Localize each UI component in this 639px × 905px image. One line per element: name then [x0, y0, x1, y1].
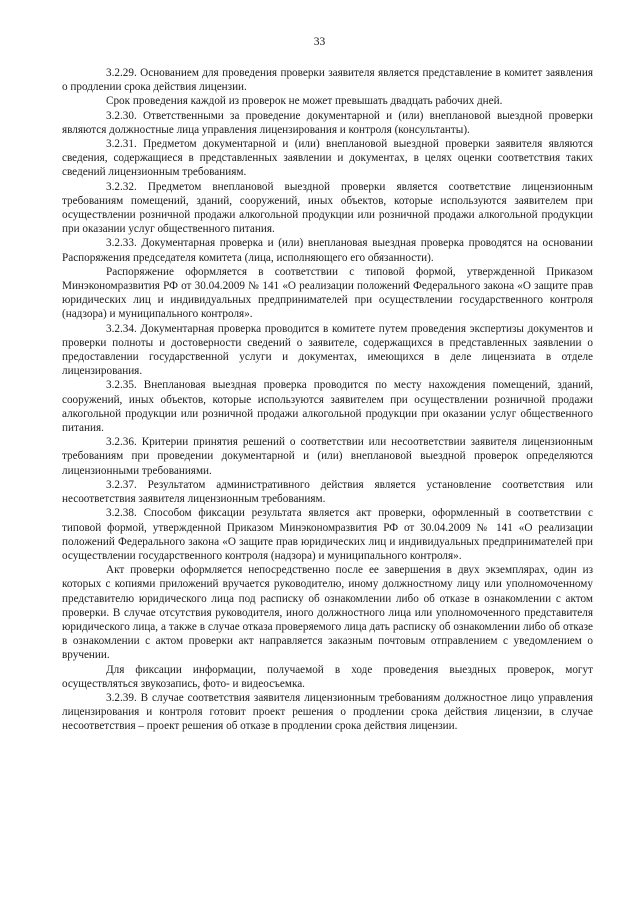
paragraph: Распоряжение оформляется в соответствии с типовой формой, утвержденной Приказом Минэкономразвития РФ от 30.04.2009 № 141 «О реализации положений Федерального закона «О защите прав юридических лиц и индивидуальных предпринимателей при осуществлении государственного контроля (надзора) и муниципального контроля».	[62, 265, 593, 321]
paragraph: 3.2.38. Способом фиксации результата является акт проверки, оформленный в соответствии с типовой формой, утвержденной Приказом Минэкономразвития РФ от 30.04.2009 № 141 «О реализации положений Федерального закона «О защите прав юридических лиц и индивидуальных предпринимателей при осуществлении государственного контроля (надзора) и муниципального контроля».	[62, 507, 593, 562]
paragraph: Для фиксации информации, получаемой в ходе проведения выездных проверок, могут осуществляться звукозапись, фото- и видеосъемка.	[62, 663, 593, 690]
paragraph: 3.2.34. Документарная проверка проводится в комитете путем проведения экспертизы документов и проверки полноты и достоверности сведений о заявителе, содержащихся в представленных заявлении о предоставлении государственной услуги и документах, имеющихся в деле лицензиата в отделе лицензирования.	[62, 322, 593, 378]
paragraph: 3.2.30. Ответственными за проведение документарной и (или) внеплановой выездной проверки являются должностные лица управления лицензирования и контроля (консультанты).	[62, 109, 593, 136]
paragraph: 3.2.36. Критерии принятия решений о соответствии или несоответствии заявителя лицензионным требованиям при проведении документарной и (или) внеплановой выездной проверок определяются лицензионными требованиями.	[62, 436, 593, 477]
paragraph: 3.2.32. Предметом внеплановой выездной проверки является соответствие лицензионным требованиям помещений, зданий, сооружений, иных объектов, которые используются заявителем при осуществлении розничной продажи алкогольной продукции или розничной продажи алкогольной продукции при оказании услуг общественного питания.	[62, 180, 593, 236]
paragraph: Акт проверки оформляется непосредственно после ее завершения в двух экземплярах, один из которых с копиями приложений вручается руководителю, иному должностному лицу или уполномоченному представителю юридического лица под расписку об ознакомлении либо об отказе в ознакомлении с актом проверки. В случае отсутствия руководителя, иного должностного лица или уполномоченного представителя юридического лица, а также в случае отказа проверяемого лица дать расписку об ознакомлении либо об отказе в ознакомлении с актом проверки акт направляется заказным почтовым отправлением с уведомлением о вручении.	[62, 564, 593, 662]
paragraph: 3.2.31. Предметом документарной и (или) внеплановой выездной проверки заявителя являются сведения, содержащиеся в представленных заявлении и документах, в целях оценки соответствия таких сведений лицензионным требованиям.	[62, 138, 593, 179]
paragraph: 3.2.33. Документарная проверка и (или) внеплановая выездная проверка проводятся на основании Распоряжения председателя комитета (лица, исполняющего его обязанности).	[62, 237, 593, 264]
document-body	[62, 66, 593, 734]
paragraph: 3.2.37. Результатом административного действия является установление соответствия или несоответствия заявителя лицензионным требованиям.	[62, 478, 593, 506]
paragraph: 3.2.39. В случае соответствия заявителя лицензионным требованиям должностное лицо управления лицензирования и контроля готовит проект решения о продлении срока действия лицензии, в случае несоответствия – проект решения об отказе в продлении срока действия лицензии.	[62, 691, 593, 733]
paragraph: 3.2.29. Основанием для проведения проверки заявителя является представление в комитет заявления о продлении срока действия лицензии.	[62, 67, 593, 94]
paragraph: Срок проведения каждой из проверок не может превышать двадцать рабочих дней.	[106, 95, 503, 108]
page-number: 33	[313, 36, 326, 48]
paragraph: 3.2.35. Внеплановая выездная проверка проводится по месту нахождения помещений, зданий, сооружений, иных объектов, которые используются заявителем при осуществлении розничной продажи алкогольной продукции или розничной продажи алкогольной продукции при оказании услуг общественного питания.	[62, 379, 593, 435]
